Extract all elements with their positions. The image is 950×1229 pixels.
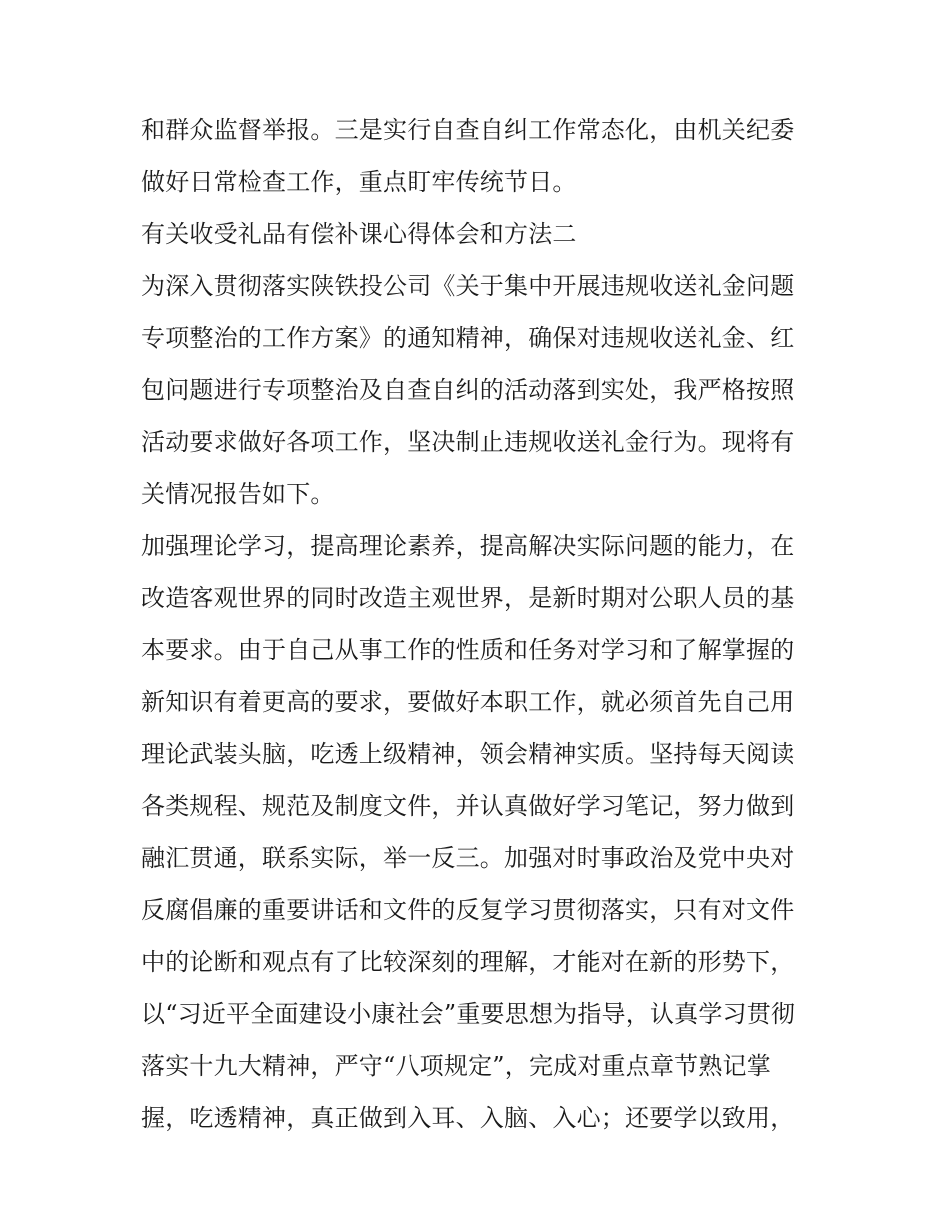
text-line: 本要求。由于自己从事工作的性质和任务对学习和了解掌握的 (141, 636, 795, 664)
text-line: 理论武装头脑，吃透上级精神，领会精神实质。坚持每天阅读 (141, 740, 795, 768)
text-line: 关情况报告如下。 (141, 480, 335, 508)
text-line: 做好日常检查工作，重点盯牢传统节日。 (141, 168, 577, 196)
text-line: 落实十九大精神，严守“八项规定”，完成对重点章节熟记掌 (141, 1052, 771, 1080)
text-line: 新知识有着更高的要求，要做好本职工作，就必须首先自己用 (141, 688, 795, 716)
text-line: 和群众监督举报。三是实行自查自纠工作常态化，由机关纪委 (141, 116, 795, 144)
body-text (141, 104, 821, 1144)
text-line: 为深入贯彻落实陕铁投公司《关于集中开展违规收送礼金问题 (141, 272, 795, 300)
text-line: 以“习近平全面建设小康社会”重要思想为指导，认真学习贯彻 (141, 1000, 796, 1028)
text-line: 活动要求做好各项工作，坚决制止违规收送礼金行为。现将有 (141, 428, 795, 456)
text-line: 改造客观世界的同时改造主观世界，是新时期对公职人员的基 (141, 584, 795, 612)
text-line: 中的论断和观点有了比较深刻的理解，才能对在新的形势下， (141, 948, 795, 976)
text-line: 各类规程、规范及制度文件，并认真做好学习笔记，努力做到 (141, 792, 795, 820)
text-line: 反腐倡廉的重要讲话和文件的反复学习贯彻落实，只有对文件 (141, 896, 795, 924)
text-line: 包问题进行专项整治及自查自纠的活动落到实处，我严格按照 (141, 376, 795, 404)
text-line: 加强理论学习，提高理论素养，提高解决实际问题的能力，在 (141, 532, 795, 560)
text-line: 融汇贯通，联系实际，举一反三。加强对时事政治及党中央对 (141, 844, 795, 872)
text-line: 握，吃透精神，真正做到入耳、入脑、入心；还要学以致用， (141, 1104, 795, 1132)
section-heading: 有关收受礼品有偿补课心得体会和方法二 (141, 220, 577, 248)
text-line: 专项整治的工作方案》的通知精神，确保对违规收送礼金、红 (141, 324, 795, 352)
